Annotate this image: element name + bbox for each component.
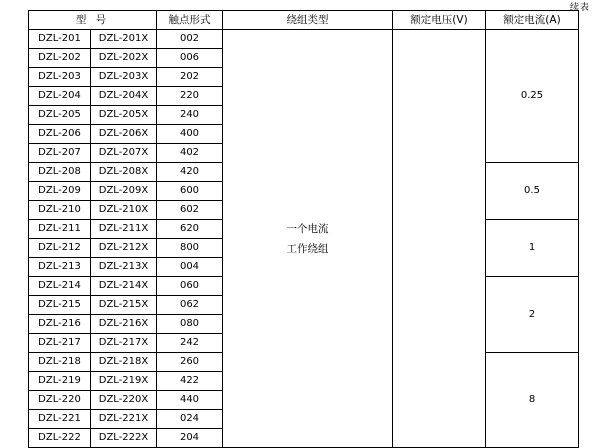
cell-model-a: DZL-214 bbox=[29, 277, 91, 296]
cell-model-b: DZL-208X bbox=[91, 163, 157, 182]
cell-model-a: DZL-210 bbox=[29, 201, 91, 220]
cell-model-b: DZL-217X bbox=[91, 334, 157, 353]
cell-contact-form: 242 bbox=[157, 334, 223, 353]
table-header bbox=[29, 11, 579, 30]
column-header-rated-current: 额定电流(A) bbox=[486, 11, 579, 30]
cell-model-b: DZL-212X bbox=[91, 239, 157, 258]
cell-model-a: DZL-216 bbox=[29, 315, 91, 334]
cell-model-b: DZL-201X bbox=[91, 30, 157, 49]
cell-model-a: DZL-213 bbox=[29, 258, 91, 277]
cell-model-a: DZL-222 bbox=[29, 429, 91, 448]
cell-contact-form: 440 bbox=[157, 391, 223, 410]
column-header-model: 型 号 bbox=[29, 11, 157, 30]
cell-model-b: DZL-211X bbox=[91, 220, 157, 239]
cell-model-a: DZL-206 bbox=[29, 125, 91, 144]
cell-model-b: DZL-202X bbox=[91, 49, 157, 68]
cell-model-b: DZL-216X bbox=[91, 315, 157, 334]
cell-contact-form: 400 bbox=[157, 125, 223, 144]
cell-model-a: DZL-220 bbox=[29, 391, 91, 410]
cell-winding-type bbox=[223, 30, 393, 448]
cell-contact-form: 422 bbox=[157, 372, 223, 391]
cell-model-a: DZL-211 bbox=[29, 220, 91, 239]
continuation-label: 续表 bbox=[569, 3, 590, 13]
cell-model-b: DZL-209X bbox=[91, 182, 157, 201]
cell-rated-current: 0.25 bbox=[486, 30, 579, 163]
cell-contact-form: 004 bbox=[157, 258, 223, 277]
cell-model-b: DZL-204X bbox=[91, 87, 157, 106]
cell-model-b: DZL-219X bbox=[91, 372, 157, 391]
table-row bbox=[29, 30, 579, 49]
table-body bbox=[29, 30, 579, 448]
cell-rated-current: 0.5 bbox=[486, 163, 579, 220]
cell-model-a: DZL-221 bbox=[29, 410, 91, 429]
cell-contact-form: 006 bbox=[157, 49, 223, 68]
cell-rated-voltage bbox=[393, 30, 486, 448]
cell-contact-form: 002 bbox=[157, 30, 223, 49]
column-header-rated-voltage: 额定电压(V) bbox=[393, 11, 486, 30]
cell-model-a: DZL-205 bbox=[29, 106, 91, 125]
specification-table bbox=[28, 10, 579, 448]
cell-contact-form: 204 bbox=[157, 429, 223, 448]
cell-contact-form: 420 bbox=[157, 163, 223, 182]
cell-model-b: DZL-213X bbox=[91, 258, 157, 277]
cell-model-a: DZL-212 bbox=[29, 239, 91, 258]
cell-model-b: DZL-220X bbox=[91, 391, 157, 410]
column-header-contact-form: 触点形式 bbox=[157, 11, 223, 30]
cell-contact-form: 062 bbox=[157, 296, 223, 315]
cell-model-a: DZL-209 bbox=[29, 182, 91, 201]
cell-rated-current: 2 bbox=[486, 277, 579, 353]
cell-contact-form: 024 bbox=[157, 410, 223, 429]
winding-type-line: 一个电流 bbox=[286, 222, 329, 235]
cell-rated-current: 8 bbox=[486, 353, 579, 448]
cell-model-a: DZL-217 bbox=[29, 334, 91, 353]
cell-contact-form: 402 bbox=[157, 144, 223, 163]
column-header-winding-type: 绕组类型 bbox=[223, 11, 393, 30]
cell-model-a: DZL-208 bbox=[29, 163, 91, 182]
cell-model-b: DZL-203X bbox=[91, 68, 157, 87]
cell-model-b: DZL-207X bbox=[91, 144, 157, 163]
cell-model-a: DZL-215 bbox=[29, 296, 91, 315]
cell-model-b: DZL-206X bbox=[91, 125, 157, 144]
cell-model-b: DZL-215X bbox=[91, 296, 157, 315]
cell-contact-form: 620 bbox=[157, 220, 223, 239]
cell-model-a: DZL-219 bbox=[29, 372, 91, 391]
cell-model-b: DZL-222X bbox=[91, 429, 157, 448]
cell-model-a: DZL-207 bbox=[29, 144, 91, 163]
cell-contact-form: 080 bbox=[157, 315, 223, 334]
header-row bbox=[29, 11, 579, 30]
cell-contact-form: 602 bbox=[157, 201, 223, 220]
cell-model-a: DZL-201 bbox=[29, 30, 91, 49]
cell-model-b: DZL-205X bbox=[91, 106, 157, 125]
cell-model-b: DZL-210X bbox=[91, 201, 157, 220]
cell-contact-form: 800 bbox=[157, 239, 223, 258]
cell-model-a: DZL-203 bbox=[29, 68, 91, 87]
cell-contact-form: 260 bbox=[157, 353, 223, 372]
cell-contact-form: 202 bbox=[157, 68, 223, 87]
cell-model-b: DZL-214X bbox=[91, 277, 157, 296]
cell-contact-form: 220 bbox=[157, 87, 223, 106]
cell-rated-current: 1 bbox=[486, 220, 579, 277]
cell-contact-form: 600 bbox=[157, 182, 223, 201]
cell-contact-form: 060 bbox=[157, 277, 223, 296]
cell-model-a: DZL-204 bbox=[29, 87, 91, 106]
cell-model-b: DZL-218X bbox=[91, 353, 157, 372]
cell-contact-form: 240 bbox=[157, 106, 223, 125]
cell-model-a: DZL-218 bbox=[29, 353, 91, 372]
cell-model-b: DZL-221X bbox=[91, 410, 157, 429]
winding-type-line: 工作绕组 bbox=[286, 242, 329, 255]
cell-model-a: DZL-202 bbox=[29, 49, 91, 68]
